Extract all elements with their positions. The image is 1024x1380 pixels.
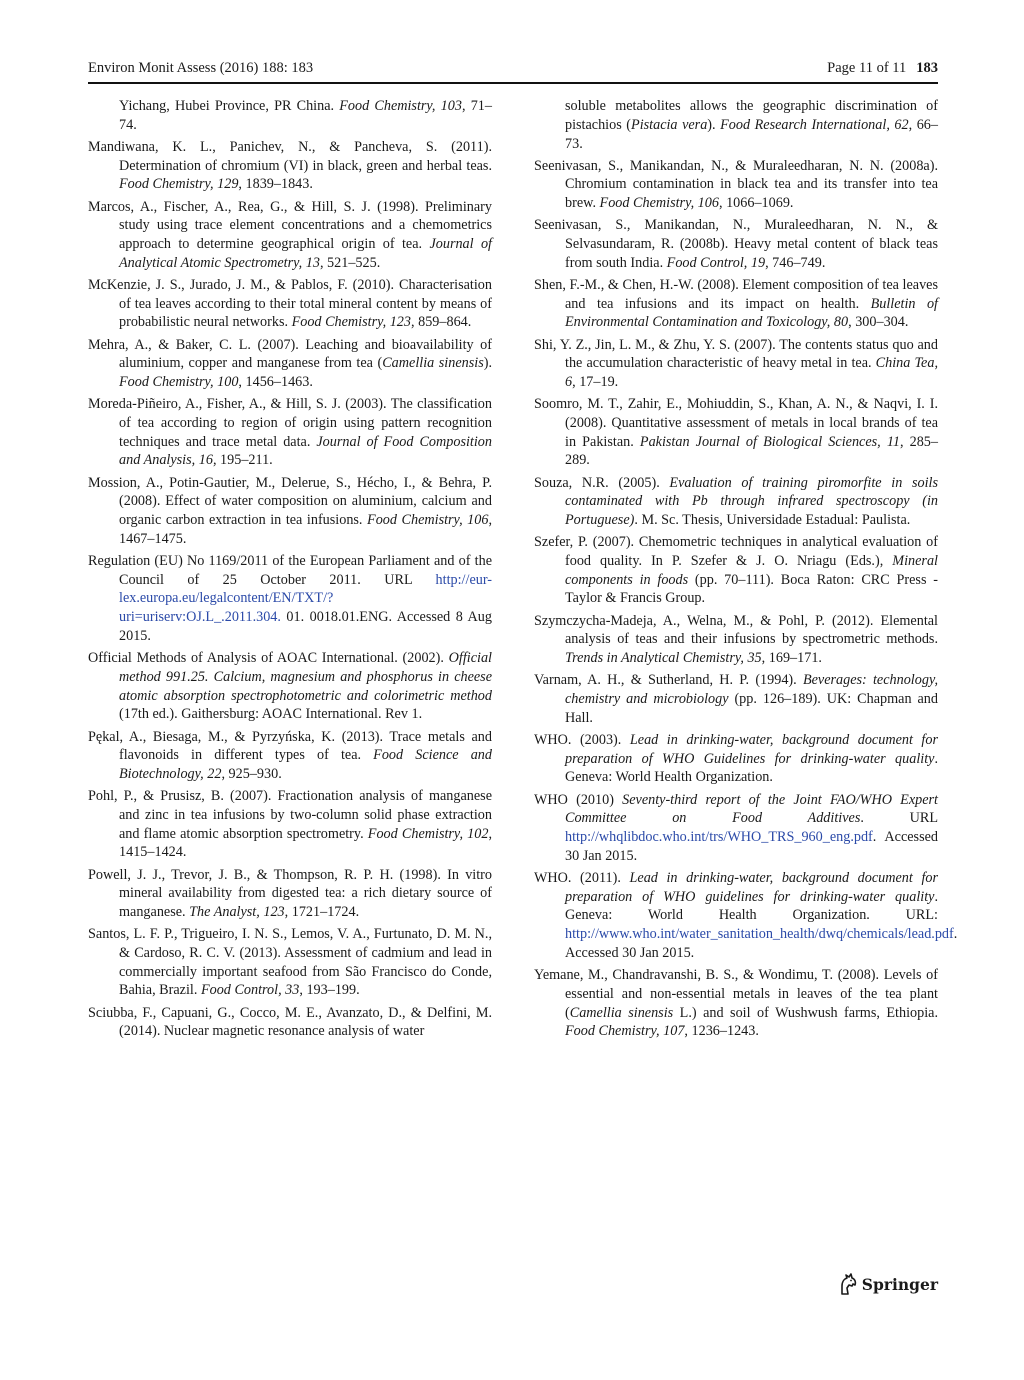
reference-italic-text: Food Science and Biotechnology, 22 bbox=[119, 747, 492, 783]
reference-text: , 195–211. bbox=[212, 452, 273, 469]
reference-italic-text: Lead in drinking-water, background document for preparation of WHO Guidelines for drinking-water quality bbox=[565, 731, 938, 767]
reference-italic-text: Lead in drinking-water, background document for preparation of WHO guidelines for drinking-water quality bbox=[565, 869, 938, 905]
header-rule bbox=[88, 82, 938, 84]
reference-entry bbox=[534, 966, 938, 1041]
references-column-right bbox=[534, 97, 958, 1044]
reference-text: Soomro, M. T., Zahir, E., Mohiuddin, S., Khan, A. N., & Naqvi, I. I. (2008). Quantitative assessment of metals in local brands of tea in Pakistan. bbox=[534, 396, 938, 450]
reference-text: . Geneva: World Health Organization. URL: bbox=[565, 888, 938, 924]
reference-text: , 1456–1463. bbox=[238, 374, 313, 391]
reference-text: , 71–74. bbox=[119, 98, 492, 133]
reference-italic-text: Camellia sinensis bbox=[382, 355, 484, 372]
reference-text: Seenivasan, S., Manikandan, N., & Muraleedharan, N. N. (2008a). Chromium contamination in black tea and its transfer into tea brew. bbox=[534, 157, 938, 212]
reference-entry bbox=[534, 474, 938, 530]
reference-entry bbox=[534, 533, 938, 608]
reference-url-link[interactable]: http://www.who.int/water_sanitation_health/dwq/chemicals/lead.pdf bbox=[565, 926, 954, 943]
springer-horse-icon bbox=[838, 1273, 858, 1295]
reference-text: , 169–171. bbox=[761, 650, 822, 667]
reference-entry bbox=[88, 474, 492, 549]
reference-entry bbox=[88, 552, 492, 646]
reference-italic-text: Food Control, 19 bbox=[666, 254, 766, 271]
reference-text: WHO. (2011). bbox=[534, 869, 630, 886]
reference-text: , 746–749. bbox=[765, 254, 826, 271]
reference-text: WHO (2010) bbox=[534, 791, 623, 808]
article-number: 183 bbox=[916, 60, 938, 76]
reference-entry bbox=[534, 395, 938, 470]
reference-text: McKenzie, J. S., Jurado, J. M., & Pablos, F. (2010). Characterisation of tea leaves according to their total mineral content by means of probabilistic neural networks. bbox=[88, 276, 492, 331]
reference-entry bbox=[88, 649, 492, 724]
reference-entry bbox=[534, 276, 938, 332]
reference-text: Shi, Y. Z., Jin, L. M., & Zhu, Y. S. (2007). The contents status quo and the accumulation characteristic of heavy metal in tea. bbox=[534, 336, 938, 372]
reference-entry bbox=[88, 138, 492, 194]
reference-italic-text: Trends in Analytical Chemistry, 35 bbox=[565, 650, 762, 667]
reference-italic-text: Seventy-third report of the Joint FAO/WHO Expert Committee on Food Additives bbox=[565, 791, 938, 827]
reference-text: Sciubba, F., Capuani, G., Cocco, M. E., Avanzato, D., & Delfini, M. (2014). Nuclear magnetic resonance analysis of water bbox=[88, 1004, 492, 1040]
reference-url-link[interactable]: http://eur-lex.europa.eu/legalcontent/EN/TXT/?uri=uriserv:OJ.L_.2011.304. bbox=[119, 571, 492, 626]
reference-entry bbox=[534, 731, 938, 787]
publisher-logo bbox=[838, 1272, 938, 1296]
reference-continuation bbox=[88, 97, 492, 135]
reference-text: , 285–289. bbox=[565, 433, 938, 469]
reference-entry bbox=[88, 395, 492, 470]
reference-text: Szymczycha-Madeja, A., Welna, M., & Pohl, P. (2012). Elemental analysis of teas and their infusions by spectrometric methods. bbox=[534, 612, 938, 648]
reference-italic-text: The Analyst, 123 bbox=[189, 904, 285, 921]
reference-text: soluble metabolites allows the geographic discrimination of pistachios ( bbox=[565, 98, 938, 133]
reference-entry bbox=[534, 157, 938, 213]
reference-italic-text: Mineral components in foods bbox=[565, 552, 938, 588]
reference-italic-text: Journal of Analytical Atomic Spectrometry, 13 bbox=[119, 236, 493, 271]
reference-italic-text: Food Chemistry, 107 bbox=[565, 1023, 685, 1040]
reference-text: Santos, L. F. P., Trigueiro, I. N. S., Lemos, V. A., Furtunato, D. M. N., & Cardoso, R. C. V. (2013). Assessment of cadmium and lead in commercially important seafood from São Francisco do Conde, Bahia, Brazil. bbox=[88, 926, 492, 999]
reference-text: Pohl, P., & Prusisz, B. (2007). Fractionation analysis of manganese and zinc in tea infusions by two-column solid phase extraction and flame atomic absorption spectrometry. bbox=[88, 788, 492, 842]
reference-entry bbox=[88, 198, 492, 273]
reference-text: Szefer, P. (2007). Chemometric techniques in analytical evaluation of food quality. In P. Szefer & J. O. Nriagu (Eds.), bbox=[534, 534, 938, 569]
reference-text: Mandiwana, K. L., Panichev, N., & Pancheva, S. (2011). Determination of chromium (VI) in black, green and herbal teas. bbox=[88, 138, 492, 174]
reference-text: Pękal, A., Biesaga, M., & Pyrzyńska, K. (2013). Trace metals and flavonoids in different types of tea. bbox=[88, 728, 492, 764]
reference-text: (17th ed.). Gaithersburg: AOAC International. Rev 1. bbox=[119, 706, 423, 723]
reference-entry bbox=[534, 216, 938, 272]
reference-entry bbox=[88, 866, 492, 922]
reference-italic-text: Camellia sinensis bbox=[569, 1004, 674, 1021]
reference-text: Varnam, A. H., & Sutherland, H. P. (1994). bbox=[534, 672, 803, 689]
reference-text: Mehra, A., & Baker, C. L. (2007). Leaching and bioavailability of aluminium, copper and manganese from tea ( bbox=[88, 336, 492, 372]
reference-text: , 66–73. bbox=[565, 116, 938, 152]
reference-text: 01. 0018.01.ENG. Accessed 8 Aug 2015. bbox=[119, 609, 492, 644]
reference-text: Marcos, A., Fischer, A., Rea, G., & Hill, S. J. (1998). Preliminary study using trace element concentrations and a chemometrics approach to determine geographical origin of tea. bbox=[88, 198, 492, 253]
reference-text: ). bbox=[483, 355, 492, 372]
reference-text: , 193–199. bbox=[299, 982, 360, 999]
reference-entry bbox=[534, 671, 938, 727]
reference-entry bbox=[534, 869, 958, 963]
reference-text: , 1839–1843. bbox=[238, 176, 313, 193]
reference-text: ). bbox=[707, 116, 721, 133]
reference-text: (pp. 70–111). Boca Raton: CRC Press - Taylor & Francis Group. bbox=[565, 571, 938, 607]
reference-text: . Geneva: World Health Organization. bbox=[565, 750, 938, 786]
reference-text: , 1236–1243. bbox=[684, 1023, 759, 1040]
reference-text: , 300–304. bbox=[848, 314, 909, 331]
reference-text: , 1066–1069. bbox=[718, 195, 794, 212]
reference-text: Powell, J. J., Trevor, J. B., & Thompson, R. P. H. (1998). In vitro mineral availability from digested tea: a rich dietary source of manganese. bbox=[88, 866, 492, 921]
reference-entry bbox=[88, 787, 492, 862]
reference-text: Yemane, M., Chandravanshi, B. S., & Wondimu, T. (2008). Levels of essential and non-essential metals in leaves of the tea plant ( bbox=[534, 967, 938, 1021]
reference-italic-text: Pakistan Journal of Biological Sciences, 11 bbox=[639, 433, 900, 450]
reference-text: . M. Sc. Thesis, Universidade Estadual: Paulista. bbox=[634, 512, 911, 529]
reference-italic-text: Food Chemistry, 100 bbox=[119, 374, 239, 391]
reference-text: Mossion, A., Potin-Gautier, M., Delerue, S., Hécho, I., & Behra, P. (2008). Effect of water composition on aluminium, calcium and organic carbon extraction in tea infusions. bbox=[88, 474, 492, 529]
reference-entry bbox=[88, 336, 492, 392]
reference-italic-text: Journal of Food Composition and Analysis, 16 bbox=[119, 433, 492, 469]
reference-italic-text: Food Chemistry, 102 bbox=[367, 825, 489, 842]
reference-url-link[interactable]: http://whqlibdoc.who.int/trs/WHO_TRS_960_eng.pdf bbox=[565, 829, 873, 846]
publisher-name: Springer bbox=[861, 1274, 938, 1294]
reference-text: . URL bbox=[860, 810, 938, 827]
reference-text: , 521–525. bbox=[319, 254, 381, 271]
reference-italic-text: Food Chemistry, 106 bbox=[367, 512, 489, 529]
running-header bbox=[88, 60, 938, 82]
reference-text: , 1721–1724. bbox=[284, 904, 360, 921]
reference-entry bbox=[88, 1004, 492, 1042]
reference-text: L.) and soil of Wushwush farms, Ethiopia. bbox=[673, 1004, 938, 1021]
reference-italic-text: Official method 991.25. Calcium, magnesium and phosphorus in cheese atomic absorption spectrophotometric and colorimetric method bbox=[119, 650, 492, 704]
reference-text: Shen, F.-M., & Chen, H.-W. (2008). Element composition of tea leaves and tea infusions and its impact on health. bbox=[534, 276, 938, 312]
reference-text: , 1415–1424. bbox=[119, 825, 492, 861]
reference-text: , 859–864. bbox=[411, 314, 472, 331]
reference-text: , 925–930. bbox=[221, 766, 282, 783]
reference-italic-text: Evaluation of training piromorfite in soils contaminated with Pb through infrared spectroscopy (in Portuguese) bbox=[565, 474, 938, 529]
journal-citation: Environ Monit Assess (2016) 188: 183 bbox=[88, 60, 314, 76]
reference-italic-text: Food Chemistry, 103 bbox=[339, 98, 462, 114]
reference-text: , 17–19. bbox=[572, 374, 619, 391]
reference-entry bbox=[88, 925, 492, 1000]
reference-text: Regulation (EU) No 1169/2011 of the European Parliament and of the Council of 25 October 2011. URL bbox=[88, 552, 492, 588]
reference-italic-text: Bulletin of Environmental Contamination and Toxicology, 80 bbox=[565, 295, 938, 331]
reference-text: . Accessed 30 Jan 2015. bbox=[565, 829, 938, 864]
references-column-left bbox=[88, 97, 492, 1044]
reference-text: . Accessed 30 Jan 2015. bbox=[565, 926, 958, 961]
reference-italic-text: Food Chemistry, 123 bbox=[291, 314, 411, 331]
reference-italic-text: Pistacia vera bbox=[631, 116, 708, 133]
reference-italic-text: Food Chemistry, 129 bbox=[119, 176, 239, 193]
reference-text: Souza, N.R. (2005). bbox=[534, 474, 670, 491]
reference-text: Seenivasan, S., Manikandan, N., Muraleedharan, N. N., & Selvasundaram, R. (2008b). Heavy metal content of black teas from south India. bbox=[534, 217, 938, 271]
reference-text: Yichang, Hubei Province, PR China. bbox=[119, 98, 340, 114]
reference-continuation bbox=[534, 97, 938, 153]
reference-entry bbox=[534, 336, 938, 392]
page-info: Page 11 of 11 bbox=[827, 60, 907, 76]
reference-italic-text: Food Research International, 62 bbox=[720, 116, 909, 133]
reference-text: Moreda-Piñeiro, A., Fisher, A., & Hill, S. J. (2003). The classification of tea according to region of origin using pattern recognition techniques and trace metal data. bbox=[88, 396, 492, 450]
reference-entry bbox=[88, 276, 492, 332]
reference-italic-text: Food Chemistry, 106 bbox=[599, 195, 719, 212]
reference-text: WHO. (2003). bbox=[534, 731, 630, 748]
reference-italic-text: Beverages: technology, chemistry and microbiology bbox=[565, 672, 939, 708]
reference-text: (pp. 126–189). UK: Chapman and Hall. bbox=[565, 691, 938, 726]
reference-entry bbox=[534, 791, 938, 866]
reference-entry bbox=[88, 728, 492, 784]
reference-text: , 1467–1475. bbox=[119, 512, 492, 547]
reference-entry bbox=[534, 612, 938, 668]
reference-text: Official Methods of Analysis of AOAC International. (2002). bbox=[88, 650, 449, 667]
reference-italic-text: China Tea, 6 bbox=[565, 355, 938, 391]
reference-italic-text: Food Control, 33 bbox=[200, 982, 300, 999]
page-indicator bbox=[827, 60, 938, 77]
